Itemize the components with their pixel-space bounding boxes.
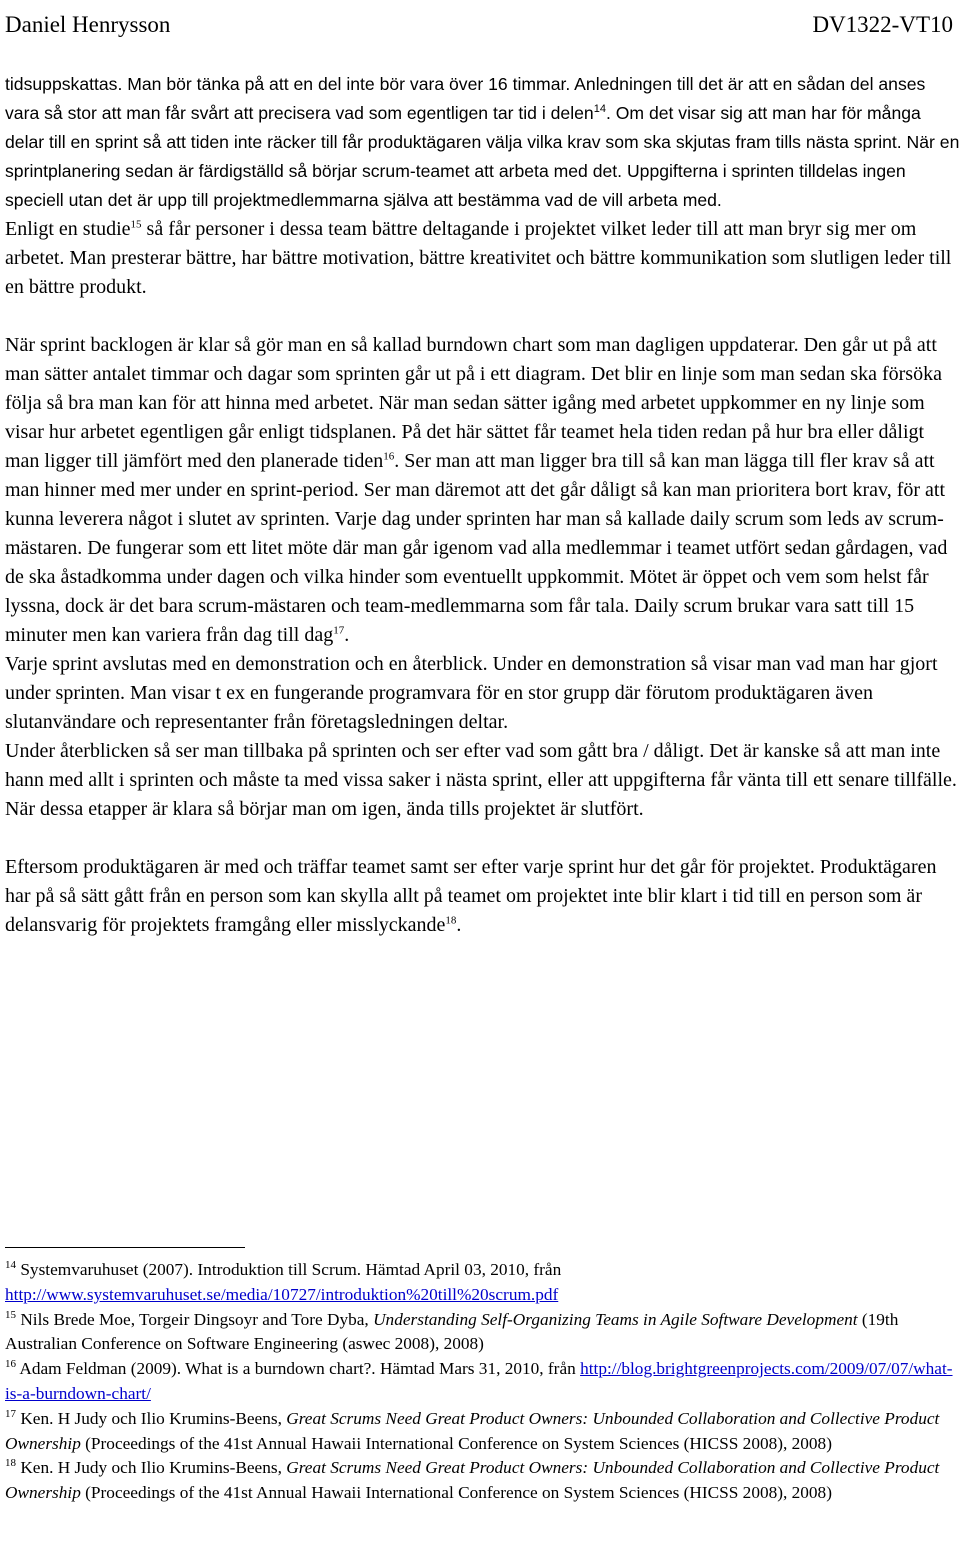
footnote-title: Great Scrums Need Great Product Owners: Unbounded Collaboration and Collective Product Ownership [5,1458,940,1503]
footnote-divider [5,1247,245,1248]
footnote-text: Systemvaruhuset (2007). Introduktion till Scrum. Hämtad April 03, 2010, från [16,1260,562,1279]
footnote-ref-14[interactable]: 14 [593,103,606,116]
footnote-number: 18 [5,1457,16,1470]
paragraph-text: . [456,914,462,936]
footnote-ref-16[interactable]: 16 [383,450,395,463]
footnote-text: (19th Australian Conference on Software Engineering (aswec 2008), 2008) [5,1309,899,1354]
footnote-link[interactable]: http://www.systemvaruhuset.se/media/10727/introduktion%20till%20scrum.pdf [5,1284,559,1304]
paragraph-restart: När dessa etapper är klara så börjar man om igen, ända tills projektet är slutfört. [5,798,644,820]
paragraph-text: . Ser man att man ligger bra till så kan man lägga till fler krav så att man hinner med mer under en sprint-period. Ser man däremot att det går dåligt så kan man prioritera bort krav, för att kunna leverera något i slutet av sprinten. Varje dag under sprinten har man så kallade daily scrum som leds av scrum-mästaren. De fungerar som ett litet möte där man går igenom vad alla medlemmar i teamet utfört sedan gårdagen, vad de ska åstadkomma under dagen och vilka hinder som eventuellt uppkommit. Mötet är öppet och vem som helst får lyssna, dock är det bara scrum-mästaren och team-medlemmarna som får tala. Daily scrum brukar vara satt till 15 minuter men kan variera från dag till dag [5,450,948,646]
footnote-17 [5,1407,960,1457]
paragraph-text: När sprint backlogen är klar så gör man en så kallad burndown chart som man dagligen uppdaterar. Den går ut på att man sätter antalet timmar och dagar som sprinten går ut på i ett diagram. Det blir en linje som man sedan ska försöka följa så bra man kan för att hinna med arbetet. När man sedan sätter igång med arbetet uppkommer en ny linje som visar hur arbetet egentligen går enligt tidsplanen. På det här sättet får teamet hela tiden redan på hur bra eller dåligt man ligger till jämfört med den planerade tiden [5,334,942,472]
paragraph-retrospective: Under återblicken så ser man tillbaka på sprinten och ser efter vad som gått bra / dåligt. Det är kanske så att man inte hann med allt i sprinten och måste ta med vissa saker i nästa sprint, eller att uppgifterna får vänta till ett senare tillfälle. [5,740,957,791]
footnote-text: Ken. H Judy och Ilio Krumins-Beens, [16,1458,287,1478]
header-course-code: DV1322-VT10 [812,12,953,37]
footnotes [5,1258,960,1506]
page-header [5,2,953,38]
footnote-text: Adam Feldman (2009). What is a burndown chart?. Hämtad Mars 31, 2010, från [16,1359,581,1379]
paragraph-burndown [5,331,960,650]
footnote-title: Great Scrums Need Great Product Owners: Unbounded Collaboration and Collective Product Ownership [5,1408,940,1453]
footnote-number: 14 [5,1259,16,1272]
paragraph-text: så får personer i dessa team bättre deltagande i projektet vilket leder till att man bryr sig mer om arbetet. Man presterar bättre, har bättre motivation, bättre kreativitet och bättre kommunikation som slutligen leder till en bättre produkt. [5,218,952,298]
footnote-ref-18[interactable]: 18 [445,914,457,927]
header-author: Daniel Henrysson [5,12,171,37]
footnote-title: Understanding Self-Organizing Teams in Agile Software Development [373,1309,858,1329]
footnote-text: Nils Brede Moe, Torgeir Dingsoyr and Tore Dyba, [16,1309,374,1329]
footnote-text: Ken. H Judy och Ilio Krumins-Beens, [16,1408,287,1428]
paragraph-product-owner [5,853,960,940]
footnote-18 [5,1456,960,1506]
paragraph-text: Eftersom produktägaren är med och träffar teamet samt ser efter varje sprint hur det går för projektet. Produktägaren har på så sätt gått från en person som kan skylla allt på teamet om projektet inte blir klart i tid till en person som är delansvarig för projektets framgång eller misslyckande [5,856,937,936]
footnote-ref-17[interactable]: 17 [333,624,345,637]
paragraph-sprint-planning [5,70,960,215]
footnote-16 [5,1357,960,1407]
body-text [5,70,960,940]
footnote-number: 17 [5,1408,16,1421]
footnote-15 [5,1308,960,1358]
footnote-number: 16 [5,1358,16,1371]
footnote-link[interactable]: http://blog.brightgreenprojects.com/2009/07/07/what-is-a-burndown-chart/ [5,1359,953,1403]
paragraph-text: Enligt en studie [5,218,131,240]
paragraph-text: tidsuppskattas. Man bör tänka på att en del inte bör vara över 16 timmar. Anledningen till det är att en sådan del anses vara så stor att man får svårt att precisera vad som egentligen tar tid i delen [5,74,926,123]
paragraph-text: . Om det visar sig att man har för många delar till en sprint så att tiden inte räcker till får produktägaren välja vilka krav som ska skjutas fram tills nästa sprint. När en sprintplanering sedan är färdigställd så börjar scrum-teamet att arbeta med det. Uppgifterna i sprinten tilldelas ingen speciell utan det är upp till projektmedlemmarna själva att bestämma vad de vill arbeta med. [5,103,960,210]
paragraph-study [5,215,960,302]
paragraph-text: . [344,624,350,646]
paragraph-demonstration: Varje sprint avslutas med en demonstration och en återblick. Under en demonstration så visar man vad man har gjort under sprinten. Man visar t ex en fungerande programvara för en stor grupp där förutom produktägaren även slutanvändare och representanter från företagsledningen deltar. [5,653,938,733]
footnote-14 [5,1258,960,1308]
footnote-text: (Proceedings of the 41st Annual Hawaii International Conference on System Sciences (HICSS 2008), 2008) [80,1483,832,1503]
footnote-text: (Proceedings of the 41st Annual Hawaii International Conference on System Sciences (HICSS 2008), 2008) [80,1433,832,1453]
footnote-ref-15[interactable]: 15 [130,218,142,231]
footnote-number: 15 [5,1308,16,1321]
